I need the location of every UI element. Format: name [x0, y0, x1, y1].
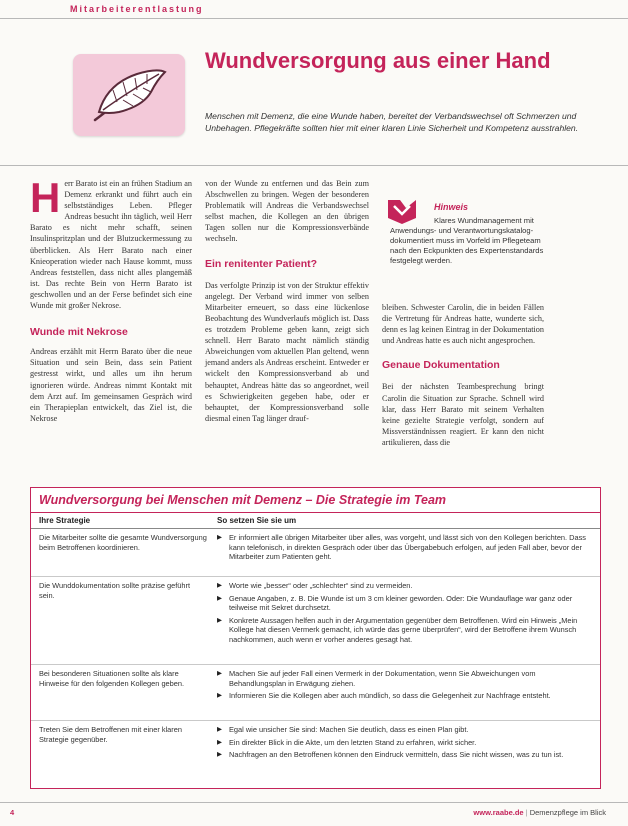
column-1: [30, 174, 192, 424]
footer-url: www.raabe.de: [473, 808, 524, 817]
strategy-row-4: Treten Sie dem Betroffenen mit einer klaren Strategie gegenüber.: [39, 725, 182, 744]
strategy-row-1: Die Mitarbeiter sollte die gesamte Wundversorgung beim Betroffenen koordinieren.: [39, 533, 207, 552]
intro-text: Menschen mit Demenz, die eine Wunde haben, bereitet der Verbandswechsel oft Schmerzen und Unbehagen. Pflegekräfte sollten hier mit einer klaren Linie Sicherheit und Kompetenz ausstrahlen.: [205, 111, 579, 133]
heading-renitenter-patient: Ein renitenter Patient?: [205, 257, 318, 270]
col3-para1: bleiben. Schwester Carolin, die in beiden Fällen die Vertretung für Andreas hatte, wunderte sich, denn es lag keinen Eintrag in der Dokumentation und Andreas hatte es auch nicht angesprochen.: [382, 303, 544, 346]
strategy-row-2: Die Wunddokumentation sollte präzise geführt sein.: [39, 581, 191, 600]
hinweis-title: Hinweis: [434, 202, 469, 212]
column-header-umsetzung: So setzen Sie sie um: [217, 516, 297, 525]
page-title: Wundversorgung aus einer Hand: [205, 48, 551, 73]
list-item: ▶ Informieren Sie die Kollegen aber auch mündlich, so dass die Gelegenheit zur Nachfrage entsteht.: [217, 691, 593, 701]
column-2: [205, 178, 369, 424]
header-rule: [0, 18, 628, 19]
box-title-rule: [31, 512, 600, 513]
feather-icon: [73, 54, 185, 136]
heading-wunde-nekrose: Wunde mit Nekrose: [30, 326, 128, 339]
intro-rule: [0, 165, 628, 166]
list-item: ▶ Ein direkter Blick in die Akte, um den letzten Stand zu erfahren, wirkt sicher.: [217, 738, 593, 748]
col1-para1: err Barato ist ein an frühen Stadium an Demenz erkrankt und führt auch ein selbstständiges Leben. Pfleger Andreas besucht ihn täglich, weil Herr Barato es nicht mehr schafft, seinen Insulinspritzplan und der Blutzuckermessung zu überblicken. Als Herr Barato nach einer Knieoperation wieder nach Hause kommt, muss Andreas feststellen, dass nicht alles plangemäß ist. Das rechte Bein von Herrn Barato ist geschwollen und an der Ferse befindet sich eine Wunde mit großer Nekrose.: [30, 179, 192, 311]
measures-row-4: [217, 725, 593, 763]
strategy-row-3: Bei besonderen Situationen sollte als klare Hinweise für den folgenden Kollegen geben.: [39, 669, 185, 688]
footer-rule: [0, 802, 628, 803]
footer-source: www.raabe.de | Demenzpflege im Blick: [473, 808, 606, 817]
strategy-box: [30, 487, 601, 789]
col2-para2: Das verfolgte Prinzip ist von der Struktur effektiv angelegt. Der Verband wird immer von selben Mitarbeiter erneuert, so dass eine lückenlose Beobachtung des Wundverlaufs möglich ist. Dass es trotzdem Probleme geben kann, zeigt sich schnell. Herr Barato macht nämlich ständig Abweichungen vom aktuellen Plan geltend, wenn jemand anders als Andreas erscheint. Entweder er wickelt den Kompressionsverband ab und behauptet, Andreas hätte das so angeordnet, weil es Schwierigkeiten gegeben habe, oder er behauptet, der Kompressionsverband solle diesmal einen Tag länger drauf-: [205, 280, 369, 423]
row-divider: [31, 720, 600, 721]
page-number: 4: [10, 808, 15, 817]
heading-genaue-dokumentation: Genaue Dokumentation: [382, 359, 500, 372]
drop-cap: H: [30, 174, 61, 221]
row-divider: [31, 664, 600, 665]
measures-row-2: [217, 581, 593, 648]
header-rule: [31, 528, 600, 529]
list-item: ▶ Egal wie unsicher Sie sind: Machen Sie deutlich, dass es einen Plan gibt.: [217, 725, 593, 735]
hinweis-box: [382, 190, 562, 290]
list-item: ▶ Konkrete Aussagen helfen auch in der Argumentation gegenüber dem Betroffenen. Wird ein Hinweis „Mein Kollege hat diesen Vermerk gemacht, ich würde das gerne überprüfen“, wird der Betroffene ihrem Wunsch nachkommen, auch wenn er vorher anderes gesagt hat.: [217, 616, 593, 645]
column-header-strategy: Ihre Strategie: [39, 516, 91, 525]
list-item: ▶ Worte wie „besser“ oder „schlechter“ sind zu vermeiden.: [217, 581, 593, 591]
list-item: ▶ Er informiert alle übrigen Mitarbeiter über alles, was vorgeht, und lässt sich von den Kollegen berichten. Dass kann telefonisch, in direkten Gespräch oder über das Übergabebuch erfolgen, auf jeden Fall aber, bevor der Mitarbeiter zum Patienten geht.: [217, 533, 593, 562]
measures-row-3: [217, 669, 593, 704]
footer-publication: Demenzpflege im Blick: [529, 808, 606, 817]
measures-row-1: [217, 533, 593, 565]
hinweis-text: Klares Wundmanagement mit Anwendungs- und Verantwortungskatalog-dokumentiert muss im Vorfeld im Pflegeteam nach den Eckpunkten des Expertenstandards festgelegt werden.: [390, 216, 544, 265]
feather-icon-tile: [73, 54, 185, 136]
col1-para2: Andreas erzählt mit Herrn Barato über die neue Situation und sein Bein, dass sein Patient gestresst wirkt, und alles um ihn herum ignorieren würde. Andreas nimmt Kontakt mit dem Arzt auf. Im gemeinsamen Gespräch wird ein Therapieplan entwickelt, das Ziel ist, die Nekrose: [30, 347, 192, 423]
list-item: ▶ Machen Sie auf jeder Fall einen Vermerk in der Dokumentation, wenn Sie Abweichungen vom Behandlungsplan in Erwägung ziehen.: [217, 669, 593, 688]
section-label: Mitarbeiterentlastung: [70, 4, 204, 14]
strategy-box-title: Wundversorgung bei Menschen mit Demenz – Die Strategie im Team: [39, 493, 447, 507]
row-divider: [31, 576, 600, 577]
intro-paragraph: [30, 174, 192, 311]
list-item: ▶ Nachfragen an den Betroffenen können den Eindruck vermitteln, dass Sie nicht wissen, was zu tun ist.: [217, 750, 593, 760]
col2-para1: von der Wunde zu entfernen und das Bein zum Abschwellen zu bringen. Wegen der besonderen Problematik will Andreas die Verbandswechsel selbst machen, die Kollegen an den übrigen Tagen sollen nur die Kompressionsverbände wechseln.: [205, 179, 369, 244]
col3-para2: Bei der nächsten Teambesprechung bringt Carolin die Situation zur Sprache. Schnell wird klar, dass Herr Barato mit seinem Verhalten keine gezielte Strategie verfolgt, sondern auf Missverständnissen reagiert. Er kann den nicht artikulieren, dass die: [382, 382, 544, 447]
list-item: ▶ Genaue Angaben, z. B. Die Wunde ist um 3 cm kleiner geworden. Oder: Die Wundauflage war ganz oder teilweise mit Sekret durchsetzt.: [217, 594, 593, 613]
column-3: [382, 302, 544, 448]
